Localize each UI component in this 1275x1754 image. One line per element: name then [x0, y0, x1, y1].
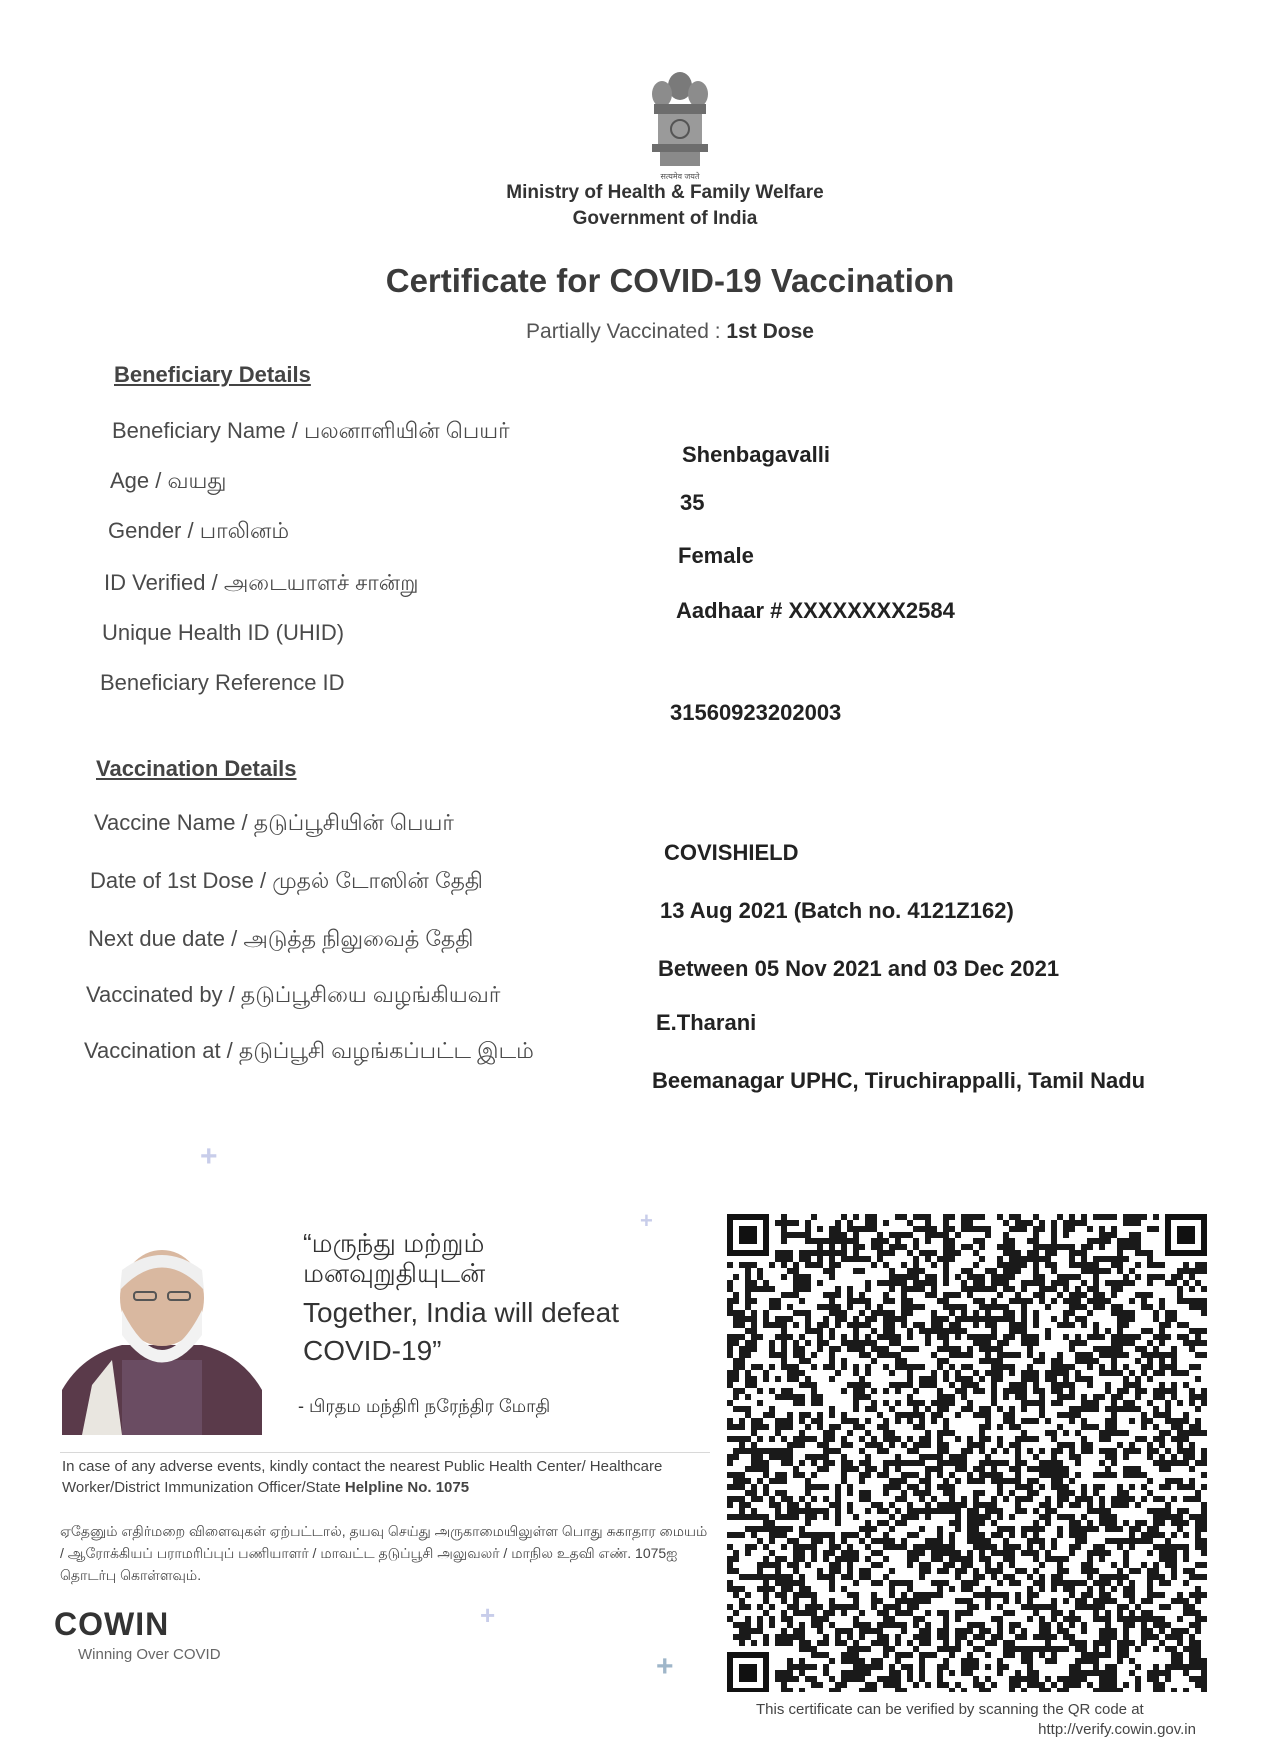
beneficiary-name-value: Shenbagavalli — [682, 442, 830, 467]
helpline-number: Helpline No. 1075 — [344, 1479, 470, 1496]
divider — [60, 1452, 710, 1453]
ministry-header — [400, 180, 930, 232]
beneficiary-name-label: Beneficiary Name / பலனாளியின் பெயர் — [112, 418, 510, 443]
vaccination-section-title: Vaccination Details — [96, 756, 297, 781]
vaccination-status — [300, 320, 1040, 344]
verification-url: http://verify.cowin.gov.in — [1038, 1721, 1196, 1738]
quote-english-line-2: COVID-19” — [303, 1335, 442, 1366]
gender-label: Gender / பாலினம் — [108, 518, 290, 543]
status-value: 1st Dose — [726, 320, 814, 343]
qr-code — [727, 1214, 1207, 1692]
vaccination-at-label: Vaccination at / தடுப்பூசி வழங்கப்பட்ட இடம் — [84, 1038, 534, 1063]
national-emblem-icon — [640, 64, 720, 182]
next-due-date-value: Between 05 Nov 2021 and 03 Dec 2021 — [658, 956, 1060, 981]
next-due-date-label: Next due date / அடுத்த நிலுவைத் தேதி — [88, 926, 474, 951]
gender-value: Female — [678, 543, 754, 568]
ministry-name: Ministry of Health & Family Welfare — [506, 182, 824, 203]
reference-id-value: 31560923202003 — [670, 700, 842, 725]
prime-minister-photo — [62, 1240, 262, 1435]
vaccinated-by-label: Vaccinated by / தடுப்பூசியை வழங்கியவர் — [86, 982, 501, 1007]
verification-note — [756, 1700, 1196, 1740]
quote-tamil-line-1: “மருந்து மற்றும் — [303, 1228, 485, 1258]
decorative-plus-icon: + — [640, 1208, 653, 1233]
cowin-logo: COWIN — [54, 1606, 170, 1642]
reference-id-label: Beneficiary Reference ID — [100, 670, 345, 695]
id-verified-label: ID Verified / அடையாளச் சான்று — [104, 570, 419, 595]
quote-attribution: - பிரதம மந்திரி நரேந்திர மோதி — [298, 1396, 551, 1416]
adverse-events-notice-tamil: ஏதேனும் எதிர்மறை விளைவுகள் ஏற்பட்டால், தயவு செய்து அருகாமையிலுள்ள பொது சுகாதார மையம் / ஆரோக்கியப் பராமரிப்புப் பணியாளர் / மாவட்ட தடுப்பூசி அலுவலர் / மாநில உதவி எண். 1075ஐ தொடர்பு கொள்ளவும். — [60, 1523, 708, 1583]
age-label: Age / வயது — [110, 468, 227, 493]
age-value: 35 — [680, 490, 705, 515]
id-verified-value: Aadhaar # XXXXXXXX2584 — [676, 598, 955, 623]
status-label: Partially Vaccinated : — [526, 320, 727, 343]
quote-tamil-line-2: மனவுறுதியுடன் — [303, 1258, 486, 1288]
first-dose-date-value: 13 Aug 2021 (Batch no. 4121Z162) — [660, 898, 1014, 923]
decorative-plus-icon: + — [480, 1600, 496, 1630]
uhid-label: Unique Health ID (UHID) — [102, 620, 345, 645]
vaccine-name-value: COVISHIELD — [664, 840, 799, 865]
first-dose-date-label: Date of 1st Dose / முதல் டோஸின் தேதி — [90, 868, 483, 893]
svg-text:सत्यमेव जयते: सत्यमेव जयते — [660, 172, 700, 181]
beneficiary-section-title: Beneficiary Details — [114, 362, 311, 387]
adverse-events-text: In case of any adverse events, kindly contact the nearest Public Health Center/ Healthcare Worker/District Immunization Officer/State — [62, 1458, 663, 1496]
certificate-title: Certificate for COVID-19 Vaccination — [385, 262, 955, 299]
quote-english-line-1: Together, India will defeat — [303, 1297, 619, 1328]
decorative-plus-icon: + — [656, 1650, 674, 1683]
vaccinated-by-value: E.Tharani — [656, 1010, 757, 1035]
verification-text: This certificate can be verified by scanning the QR code at — [756, 1701, 1144, 1718]
adverse-events-notice — [62, 1456, 692, 1498]
cowin-tagline: Winning Over COVID — [78, 1646, 221, 1663]
government-name: Government of India — [572, 208, 758, 229]
vaccination-at-value: Beemanagar UPHC, Tiruchirappalli, Tamil Nadu — [652, 1068, 1146, 1093]
vaccine-name-label: Vaccine Name / தடுப்பூசியின் பெயர் — [94, 810, 454, 835]
decorative-plus-icon: + — [200, 1140, 218, 1173]
pm-quote — [303, 1228, 713, 1370]
